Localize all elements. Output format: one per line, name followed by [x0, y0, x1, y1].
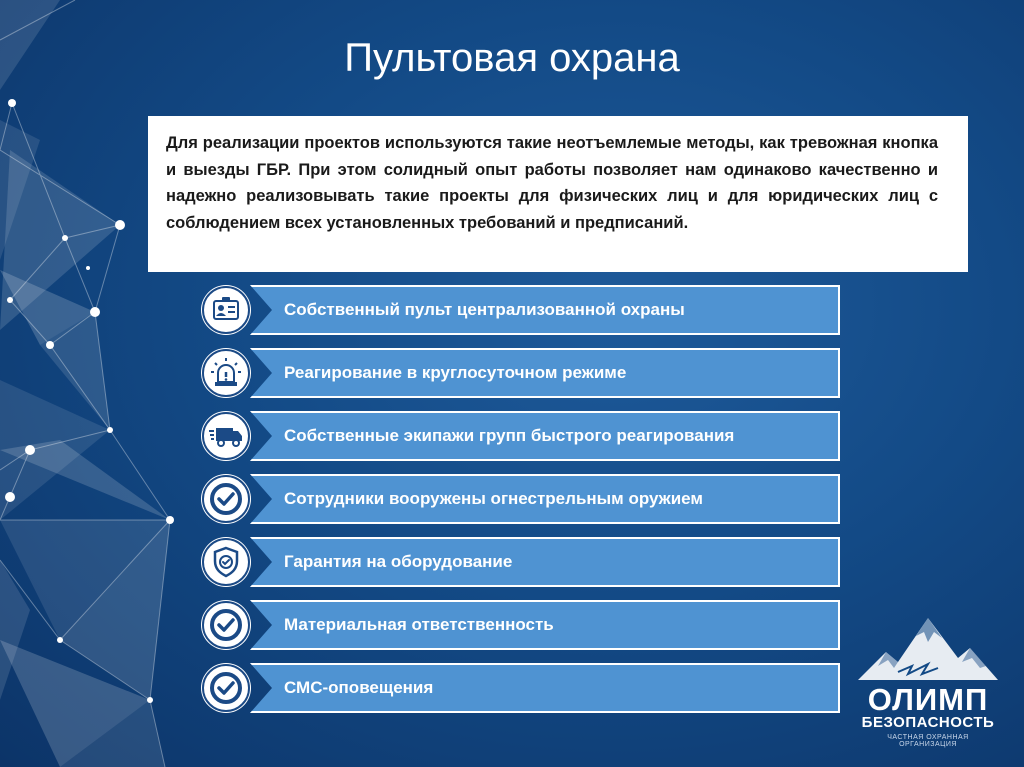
logo-subtitle: БЕЗОПАСНОСТЬ — [861, 714, 995, 731]
feature-label: Собственный пульт централизованной охраны — [284, 300, 685, 319]
feature-item — [198, 285, 840, 337]
check-circle-icon — [202, 601, 250, 649]
feature-label: СМС-оповещения — [284, 678, 434, 697]
feature-item — [198, 537, 840, 589]
feature-label: Реагирование в круглосуточном режиме — [284, 363, 627, 382]
shield-check-icon — [202, 538, 250, 586]
page-title: Пультовая охрана — [344, 36, 680, 80]
intro-text: Для реализации проектов используются такие неотъемлемые методы, как тревожная кнопка и выезды ГБР. При этом солидный опыт работы позволяет нам одинаково качественно и надежно реализовывать такие проекты для физических лиц и для юридических лиц с соблюдением всех установленных требований и предписаний. — [166, 134, 938, 232]
truck-icon — [202, 412, 250, 460]
check-circle-icon — [202, 475, 250, 523]
mountain-logo-icon — [858, 612, 998, 684]
feature-item — [198, 663, 840, 715]
logo-tagline: ЧАСТНАЯ ОХРАННАЯ ОРГАНИЗАЦИЯ — [887, 734, 969, 748]
feature-item — [198, 474, 840, 526]
alarm-beacon-icon — [202, 349, 250, 397]
feature-label: Гарантия на оборудование — [284, 552, 513, 571]
feature-item — [198, 411, 840, 463]
company-logo — [858, 612, 998, 752]
feature-label: Собственные экипажи групп быстрого реагирования — [284, 426, 735, 445]
feature-label: Сотрудники вооружены огнестрельным оружием — [284, 489, 703, 508]
logo-name: ОЛИМП — [867, 682, 989, 717]
check-circle-icon — [202, 664, 250, 712]
feature-item — [198, 348, 840, 400]
feature-label: Материальная ответственность — [284, 615, 554, 634]
feature-item — [198, 600, 840, 652]
id-badge-icon — [202, 286, 250, 334]
